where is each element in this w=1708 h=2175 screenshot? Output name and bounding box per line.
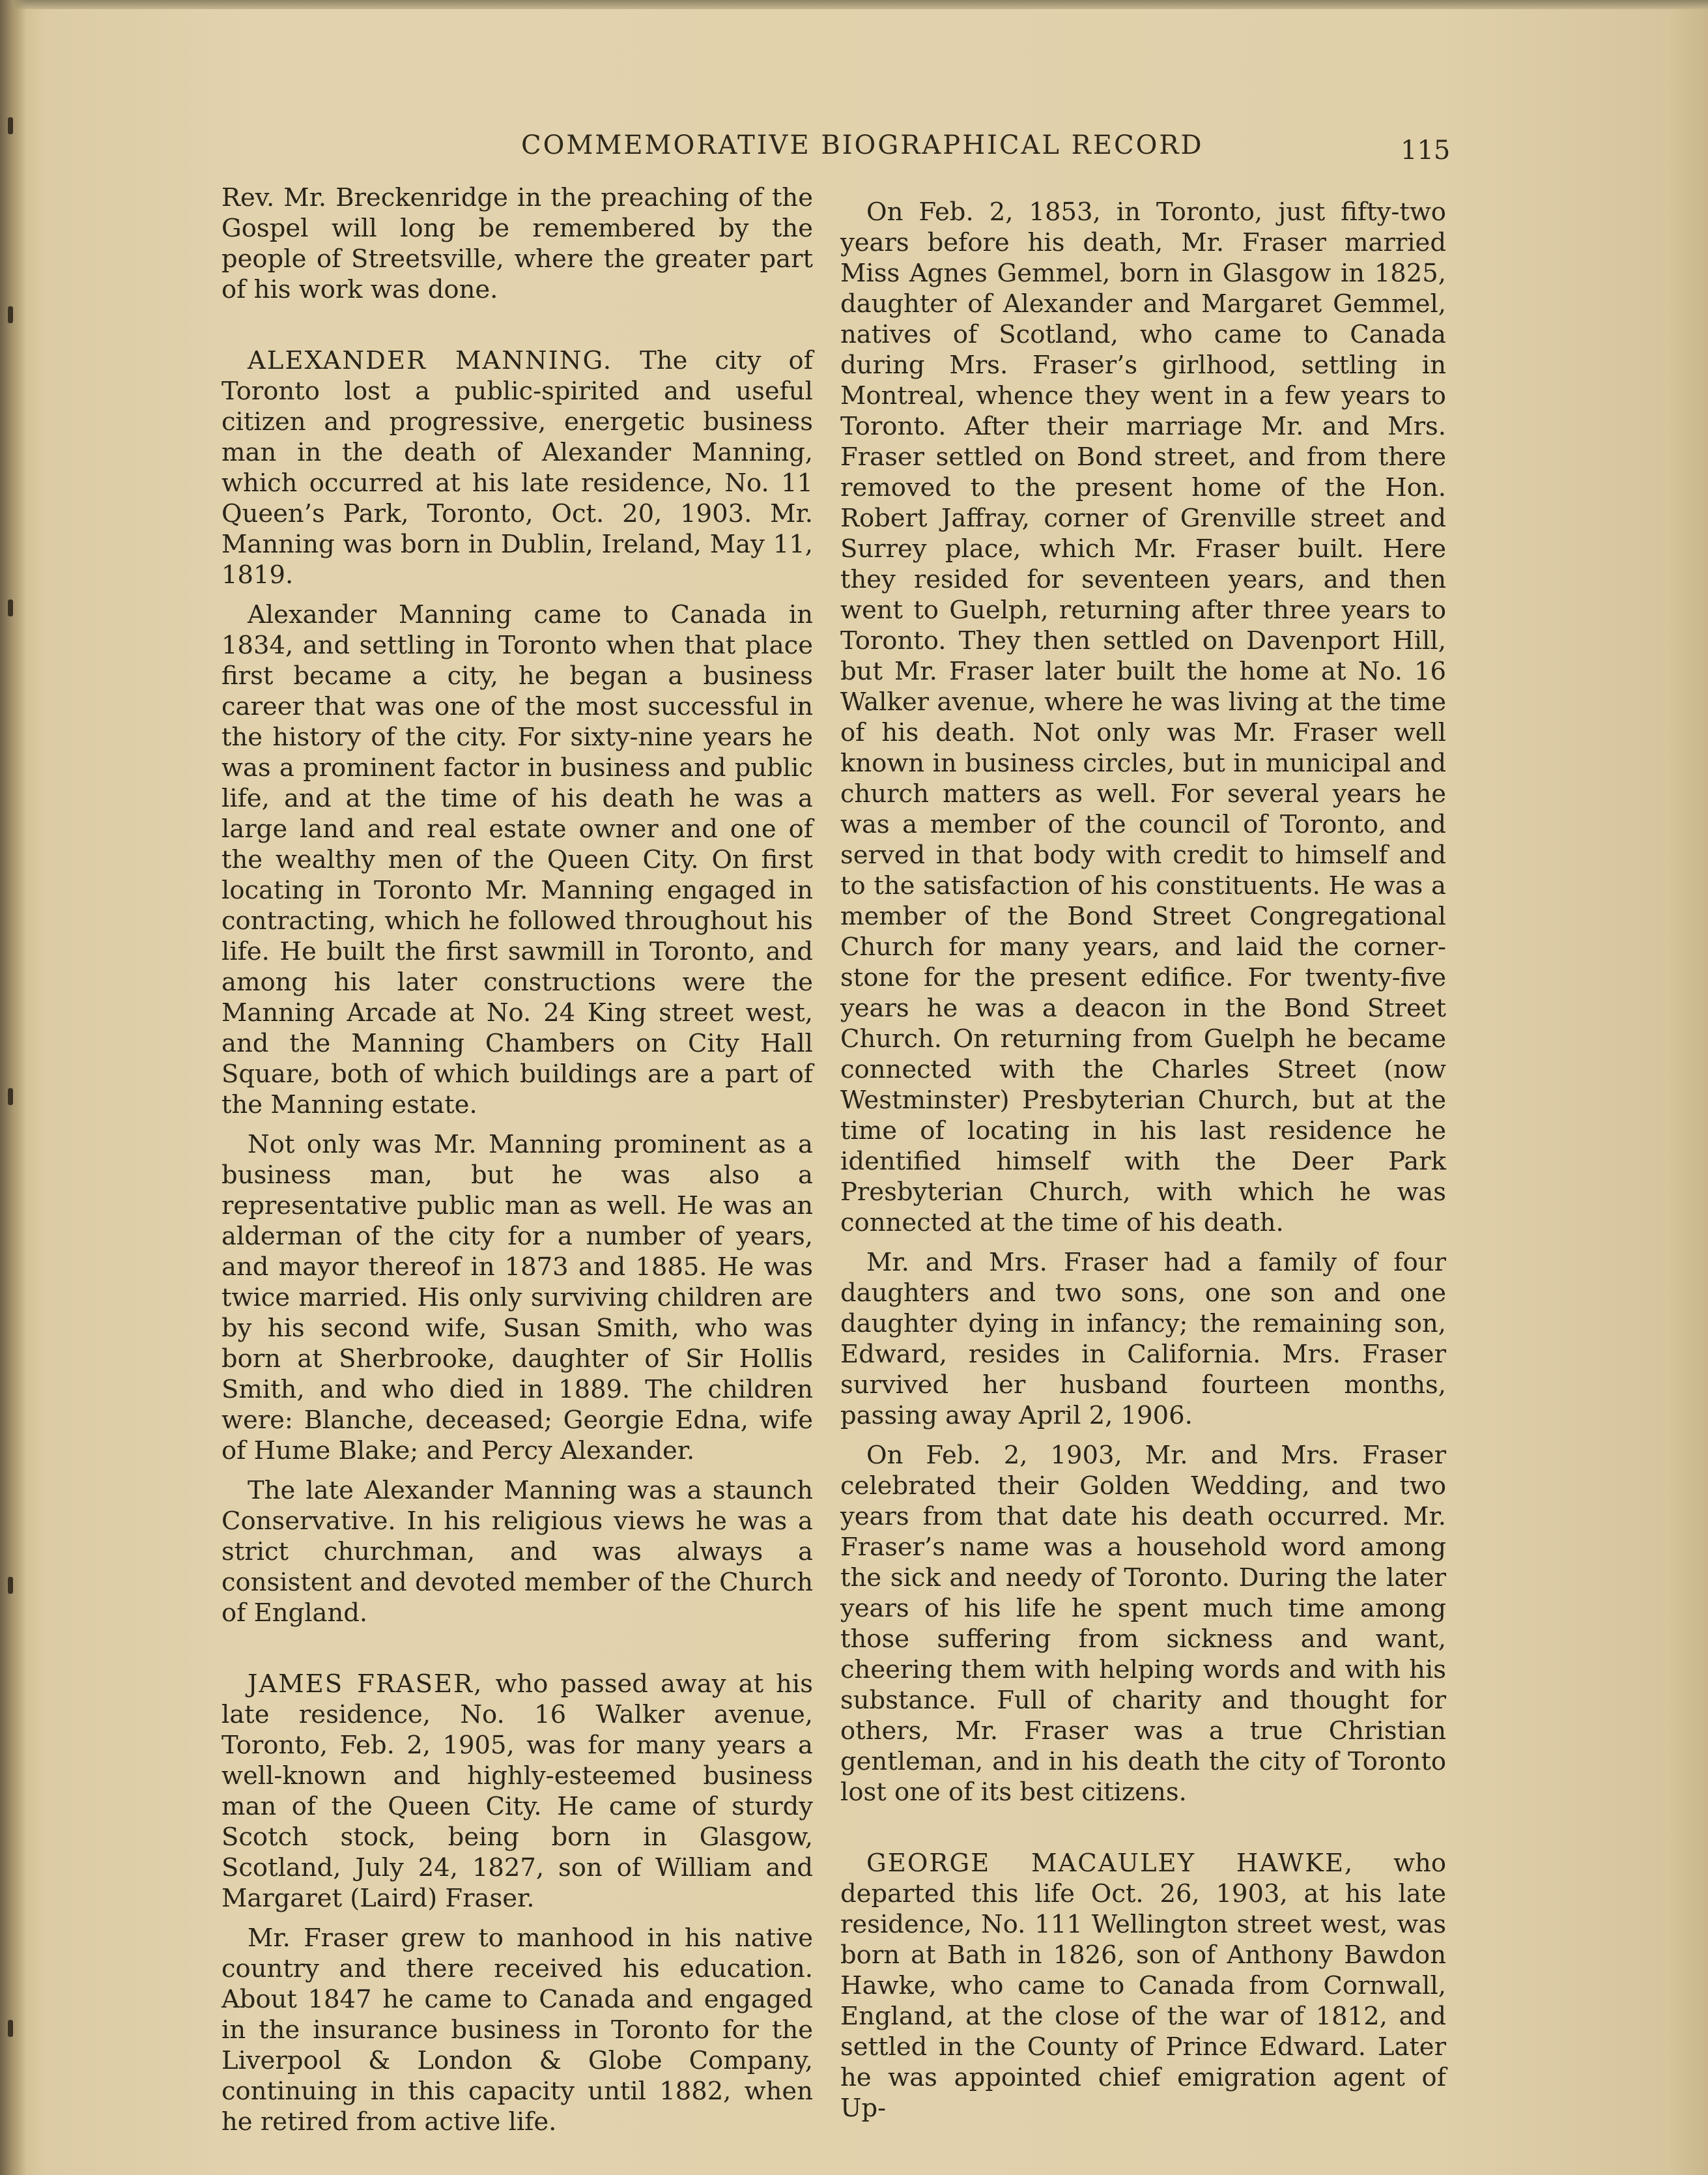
binding-mark bbox=[8, 599, 13, 616]
left-column bbox=[221, 182, 813, 2137]
page-binding-edge bbox=[0, 0, 26, 2175]
paragraph: On Feb. 2, 1853, in Toronto, just fifty-two years before his death, Mr. Fraser married Miss Agnes Gemmel, born in Glasgow in 1825, daughter of Alexander and Margaret Gemmel, natives of Scotland, who came to Canada during Mrs. Fraser’s girlhood, settling in Montreal, whence they went in a few years to Toronto. After their marriage Mr. and Mrs. Fraser settled on Bond street, and from there removed to the present home of the Hon. Robert Jaffray, corner of Grenville street and Surrey place, which Mr. Fraser built. Here they resided for seventeen years, and then went to Guelph, returning after three years to Toronto. They then settled on Davenport Hill, but Mr. Fraser later built the home at No. 16 Walker avenue, where he was living at the time of his death. Not only was Mr. Fraser well known in business circles, but in municipal and church matters as well. For several years he was a member of the council of Toronto, and served in that body with credit to himself and to the satisfaction of his constituents. He was a member of the Bond Street Congregational Church for many years, and laid the corner-stone for the present edifice. For twenty-five years he was a deacon in the Bond Street Church. On returning from Guelph he became connected with the Charles Street (now Westminster) Presbyterian Church, but at the time of locating in his last residence he identified himself with the Deer Park Presbyterian Church, with which he was connected at the time of his death. bbox=[840, 197, 1446, 1237]
binding-mark bbox=[8, 1088, 13, 1105]
paragraph: Mr. and Mrs. Fraser had a family of four daughters and two sons, one son and one daughter dying in infancy; the remaining son, Edward, resides in California. Mrs. Fraser survived her husband fourteen months, passing away April 2, 1906. bbox=[840, 1248, 1446, 1430]
paragraph-text: who passed away at his late residence, No. 16 Walker avenue, Toronto, Feb. 2, 1905, was for many years a well-known and highly-esteemed business man of the Queen City. He came of sturdy Scotch stock, being born in Glasgow, Scotland, July 24, 1827, son of William and Margaret (Laird) Fraser. bbox=[221, 1669, 813, 1913]
binding-mark bbox=[8, 1577, 13, 1594]
biography-name: JAMES FRASER, bbox=[248, 1669, 483, 1699]
binding-mark bbox=[8, 2020, 13, 2037]
binding-mark bbox=[8, 117, 13, 134]
paragraph: The late Alexander Manning was a staunch Conservative. In his religious views he was a strict churchman, and was always a consistent and devoted member of the Church of England. bbox=[221, 1476, 813, 1628]
biography-name: GEORGE MACAULEY HAWKE, bbox=[866, 1849, 1354, 1878]
section-spacer bbox=[221, 1628, 813, 1669]
paragraph: Alexander Manning came to Canada in 1834, and settling in Toronto when that place first became a city, he began a business career that was one of the most successful in the history of the city. For sixty-nine years he was a prominent factor in business and public life, and at the time of his death he was a large land and real estate owner and one of the wealthy men of the Queen City. On first locating in Toronto Mr. Manning engaged in contracting, which he followed throughout his life. He built the first sawmill in Toronto, and among his later constructions were the Manning Arcade at No. 24 King street west, and the Manning Chambers on City Hall Square, both of which buildings are a part of the Manning estate. bbox=[221, 600, 813, 1119]
running-header-title: COMMEMORATIVE BIOGRAPHICAL RECORD bbox=[521, 130, 1204, 160]
binding-mark bbox=[8, 306, 13, 323]
biography-paragraph bbox=[221, 1669, 813, 1914]
page-number: 115 bbox=[1401, 136, 1451, 166]
paragraph-text: who departed this life Oct. 26, 1903, at his late residence, No. 111 Wellington street west, was born at Bath in 1826, son of Anthony Bawdon Hawke, who came to Canada from Cornwall, England, at the close of the war of 1812, and settled in the County of Prince Edward. Later he was appointed chief emigration agent of Up- bbox=[840, 1849, 1446, 2123]
paragraph: Mr. Fraser grew to manhood in his native country and there received his education. About 1847 he came to Canada and engaged in the insurance business in Toronto for the Liverpool & London & Globe Company, continuing in this capacity until 1882, when he retired from active life. bbox=[221, 1923, 813, 2137]
paragraph: Rev. Mr. Breckenridge in the preaching of the Gospel will long be remembered by the people of Streetsville, where the greater part of his work was done. bbox=[221, 183, 813, 304]
section-spacer bbox=[840, 1808, 1446, 1848]
page-top-edge bbox=[0, 0, 1708, 9]
section-spacer bbox=[221, 305, 813, 345]
right-column bbox=[840, 197, 1446, 2124]
paragraph: Not only was Mr. Manning prominent as a business man, but he was also a representative public man as well. He was an alderman of the city for a number of years, and mayor thereof in 1873 and 1885. He was twice married. His only surviving children are by his second wife, Susan Smith, who was born at Sherbrooke, daughter of Sir Hollis Smith, and who died in 1889. The children were: Blanche, deceased; Georgie Edna, wife of Hume Blake; and Percy Alexander. bbox=[221, 1130, 813, 1465]
paragraph-text: The city of Toronto lost a public-spirited and useful citizen and progressive, energetic business man in the death of Alexander Manning, which occurred at his late residence, No. 11 Queen’s Park, Toronto, Oct. 20, 1903. Mr. Manning was born in Dublin, Ireland, May 11, 1819. bbox=[221, 346, 813, 590]
biography-name: ALEXANDER MANNING. bbox=[248, 346, 613, 375]
biography-paragraph bbox=[221, 345, 813, 590]
biography-paragraph bbox=[840, 1848, 1446, 2124]
paragraph: On Feb. 2, 1903, Mr. and Mrs. Fraser celebrated their Golden Wedding, and two years from that date his death occurred. Mr. Fraser’s name was a household word among the sick and needy of Toronto. During the later years of his life he spent much time among those suffering from sickness and want, cheering them with helping words and with his substance. Full of charity and thought for others, Mr. Fraser was a true Christian gentleman, and in his death the city of Toronto lost one of its best citizens. bbox=[840, 1441, 1446, 1807]
